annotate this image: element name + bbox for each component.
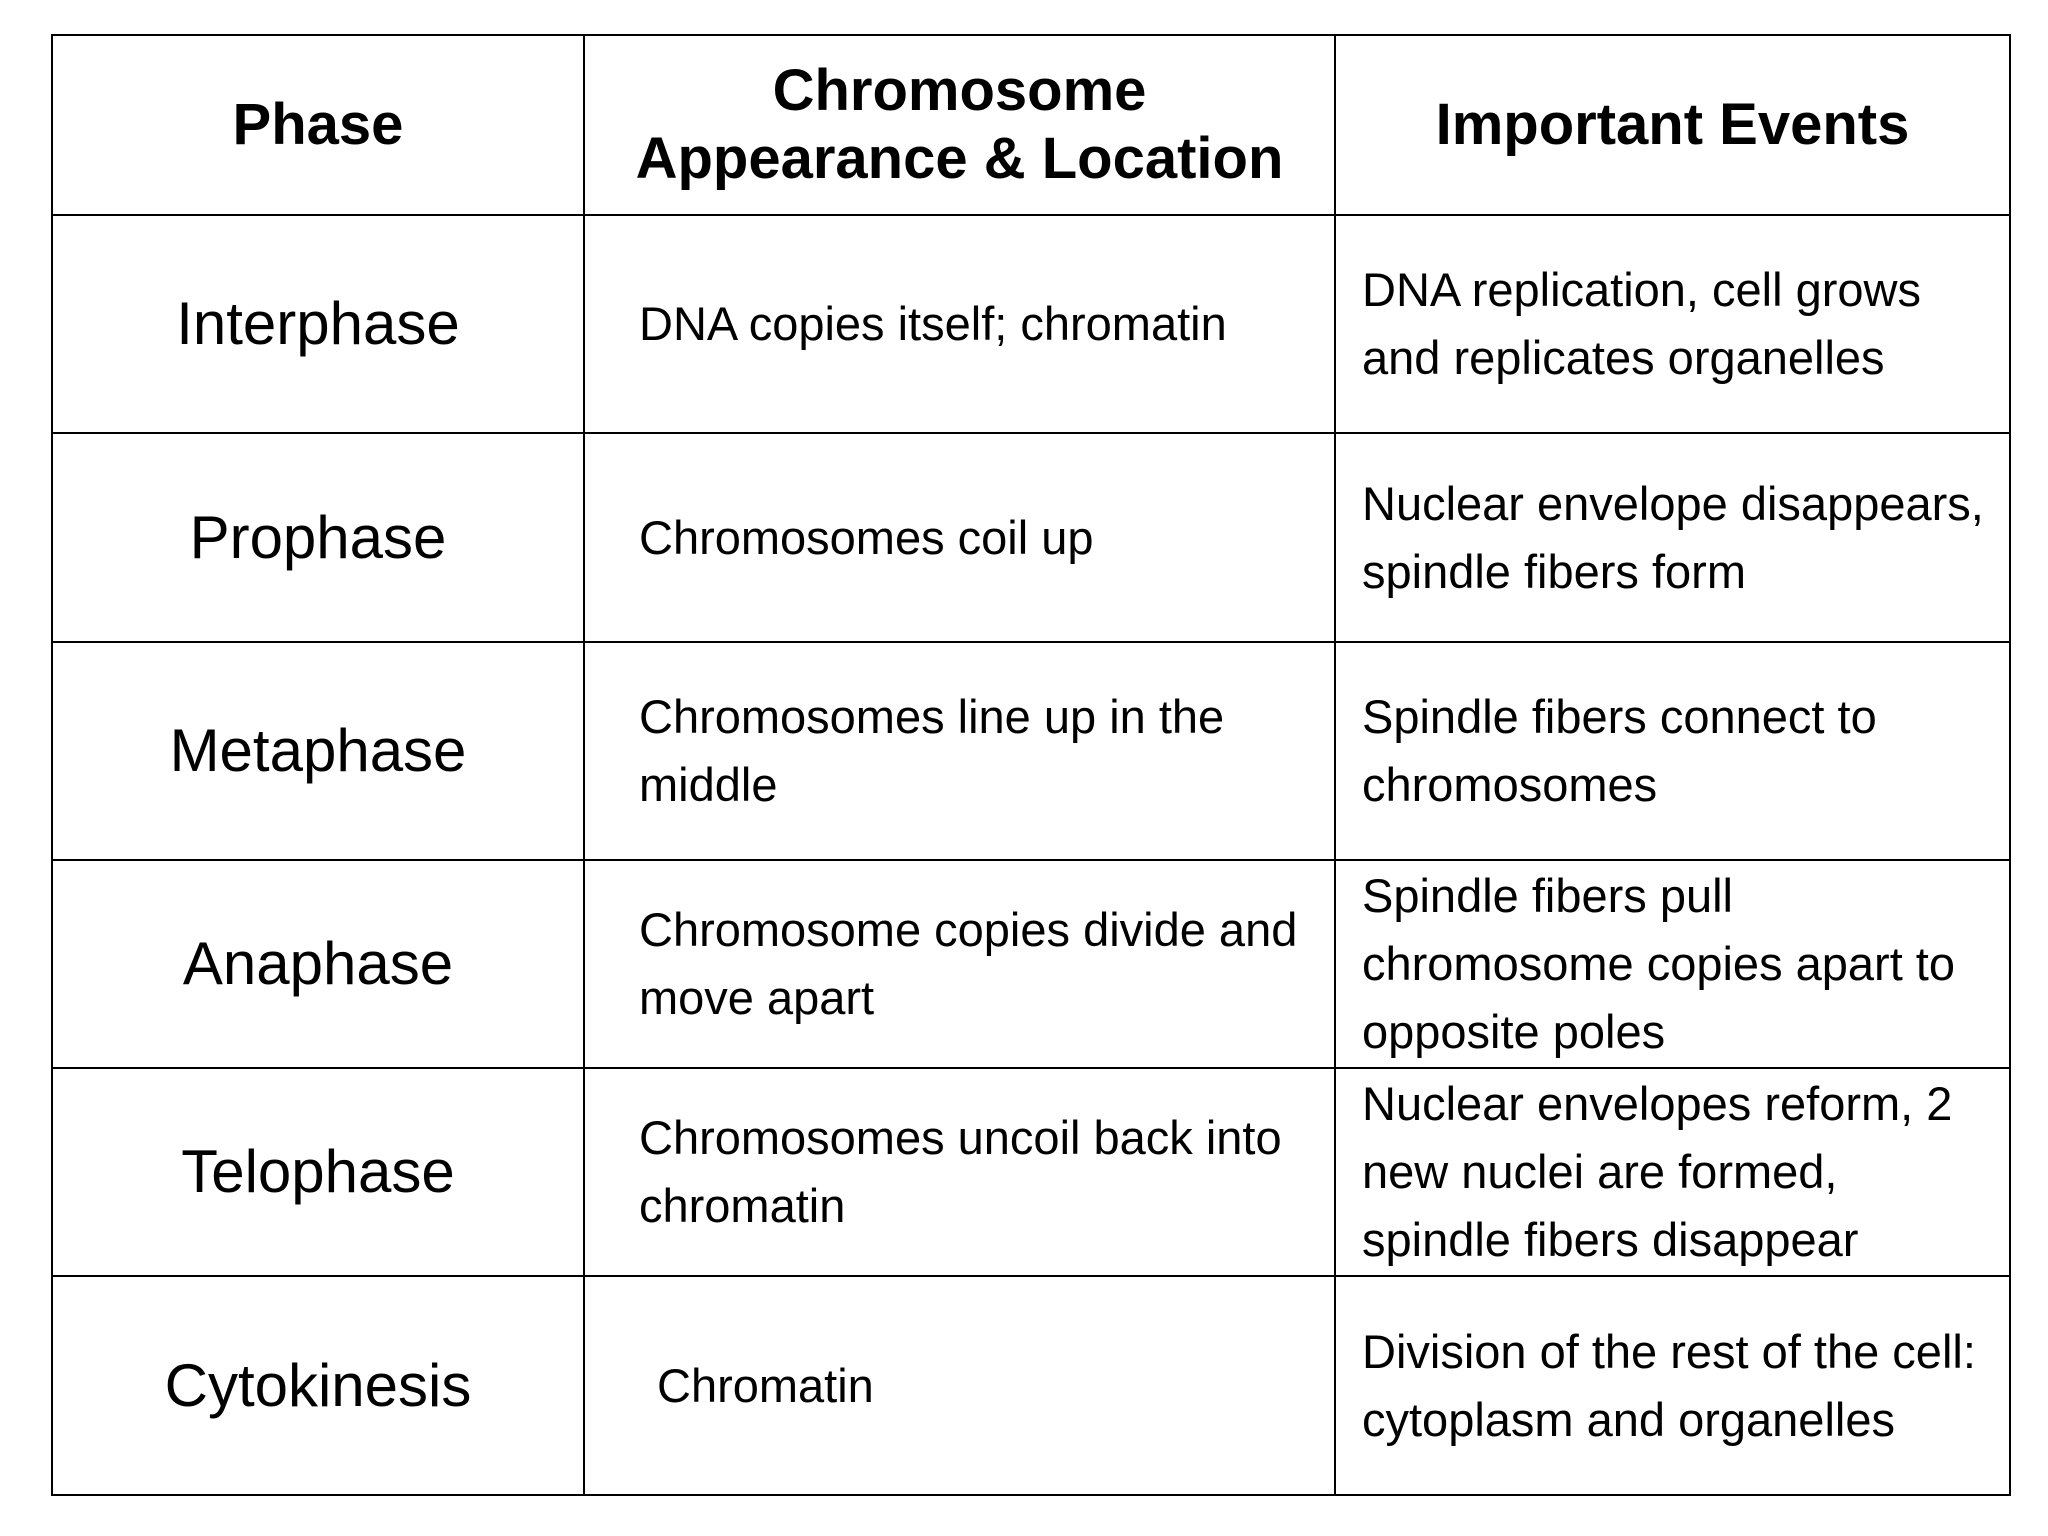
events-cell	[1335, 642, 2010, 860]
appearance-cell	[584, 1276, 1335, 1495]
appearance-text: Chromosomes uncoil back into chromatin	[639, 1111, 1282, 1232]
appearance-cell	[584, 642, 1335, 860]
phase-label: Anaphase	[182, 930, 454, 997]
appearance-text: DNA copies itself; chromatin	[639, 297, 1227, 350]
phase-label: Prophase	[189, 503, 447, 571]
events-cell	[1335, 1276, 2010, 1495]
events-text: Division of the rest of the cell: cytoplasm and organelles	[1362, 1324, 1976, 1446]
table-row	[52, 1276, 2010, 1495]
phase-cell	[52, 1276, 584, 1495]
appearance-text: Chromosomes line up in the middle	[639, 690, 1225, 811]
table-row	[52, 433, 2010, 642]
table-header-row	[52, 35, 2010, 215]
header-appearance-line2: Appearance & Location	[635, 126, 1284, 191]
appearance-text: Chromatin	[657, 1358, 874, 1412]
appearance-text: Chromosomes coil up	[639, 510, 1094, 564]
events-cell	[1335, 860, 2010, 1068]
phase-label: Interphase	[176, 290, 460, 357]
phase-label: Cytokinesis	[164, 1351, 472, 1419]
events-cell	[1335, 433, 2010, 642]
events-cell	[1335, 215, 2010, 433]
appearance-cell	[584, 860, 1335, 1068]
table-row	[52, 215, 2010, 433]
appearance-cell	[584, 433, 1335, 642]
header-phase-label: Phase	[232, 92, 404, 157]
phase-cell	[52, 1068, 584, 1276]
phase-cell	[52, 860, 584, 1068]
phase-cell	[52, 215, 584, 433]
events-text: Nuclear envelopes reform, 2 new nuclei are formed, spindle fibers disappear	[1362, 1077, 1953, 1266]
events-text: Nuclear envelope disappears, spindle fibers form	[1362, 476, 1984, 598]
events-text: Spindle fibers connect to chromosomes	[1362, 690, 1877, 811]
table-row	[52, 1068, 2010, 1276]
events-cell	[1335, 1068, 2010, 1276]
table-row	[52, 642, 2010, 860]
phase-label: Metaphase	[169, 717, 467, 784]
header-phase	[52, 35, 584, 215]
header-events-label: Important Events	[1435, 92, 1910, 157]
events-text: Spindle fibers pull chromosome copies apart to opposite poles	[1362, 869, 1956, 1058]
phase-cell	[52, 642, 584, 860]
table-row	[52, 860, 2010, 1068]
appearance-cell	[584, 215, 1335, 433]
header-appearance-line1: Chromosome	[772, 58, 1147, 123]
header-events	[1335, 35, 2010, 215]
header-appearance	[584, 35, 1335, 215]
events-text: DNA replication, cell grows and replicates organelles	[1362, 263, 1921, 384]
appearance-cell	[584, 1068, 1335, 1276]
phase-label: Telophase	[181, 1138, 455, 1205]
appearance-text: Chromosome copies divide and move apart	[639, 903, 1298, 1024]
mitosis-phases-table	[51, 34, 2011, 1496]
phase-cell	[52, 433, 584, 642]
